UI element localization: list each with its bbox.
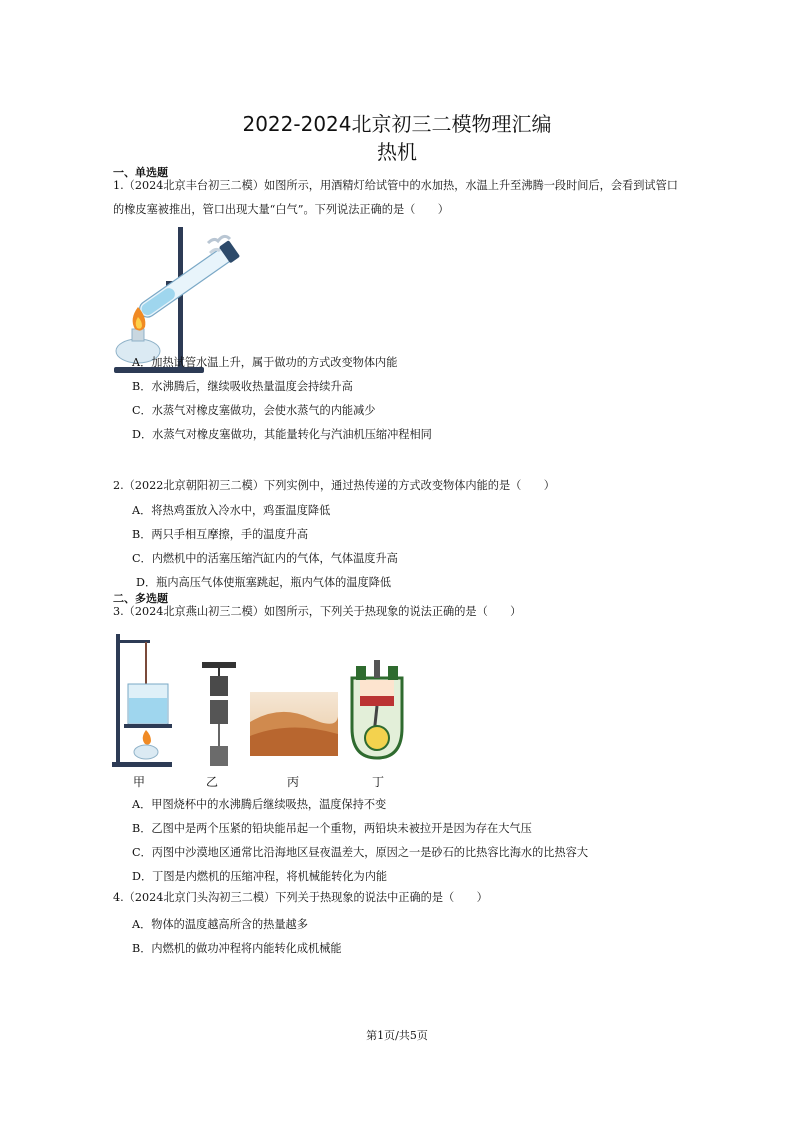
section-heading-multiple-choice: 二、多选题 (113, 592, 168, 605)
question-2-stem: 2.（2022北京朝阳初三二模）下列实例中，通过热传递的方式改变物体内能的是（ ） (113, 479, 555, 492)
figure-caption-jia: 甲 (133, 775, 146, 789)
question-3-option-c: C．丙图中沙漠地区通常比沿海地区昼夜温差大，原因之一是砂石的比热容比海水的比热容大 (132, 846, 589, 859)
question-2-option-d: D．瓶内高压气体使瓶塞跳起，瓶内气体的温度降低 (136, 576, 392, 589)
page-title: 2022-2024北京初三二模物理汇编 (242, 112, 552, 136)
question-3-option-b: B．乙图中是两个压紧的铅块能吊起一个重物，两铅块未被拉开是因为存在大气压 (132, 822, 532, 835)
figure-caption-ding: 丁 (372, 775, 385, 789)
question-3-option-a: A．甲图烧杯中的水沸腾后继续吸热，温度保持不变 (132, 798, 387, 811)
question-4-stem: 4.（2024北京门头沟初三二模）下列关于热现象的说法中正确的是（ ） (113, 891, 488, 904)
question-3-stem: 3.（2024北京燕山初三二模）如图所示，下列关于热现象的说法正确的是（ ） (113, 605, 522, 618)
question-2-option-a: A．将热鸡蛋放入冷水中，鸡蛋温度降低 (132, 504, 331, 517)
question-4-option-a: A．物体的温度越高所含的热量越多 (132, 918, 308, 931)
question-1-option-b: B．水沸腾后，继续吸收热量温度会持续升高 (132, 380, 353, 393)
page-number: 第1页/共5页 (366, 1029, 428, 1042)
figure-q1-test-tube-heating (112, 225, 242, 375)
figure-ding-engine-stroke (346, 658, 408, 762)
question-2-option-b: B．两只手相互摩擦，手的温度升高 (132, 528, 309, 541)
figure-bing-desert (250, 692, 338, 756)
page-subtitle: 热机 (377, 140, 417, 164)
figure-caption-bing: 丙 (287, 775, 300, 789)
figure-yi-lead-blocks (200, 660, 240, 770)
question-1-stem: 1.（2024北京丰台初三二模）如图所示，用酒精灯给试管中的水加热，水温上升至沸腾一段时间后，会看到试管口的橡皮塞被推出，管口出现大量“白气”。下列说法正确的是（ ） (113, 179, 678, 216)
question-1-option-a: A．加热试管水温上升，属于做功的方式改变物体内能 (132, 356, 398, 369)
question-4-option-b: B．内燃机的做功冲程将内能转化成机械能 (132, 942, 342, 955)
figure-jia-boiling-beaker (110, 630, 180, 770)
figure-caption-yi: 乙 (206, 775, 219, 789)
question-2-option-c: C．内燃机中的活塞压缩汽缸内的气体，气体温度升高 (132, 552, 398, 565)
question-1-option-c: C．水蒸气对橡皮塞做功，会使水蒸气的内能减少 (132, 404, 376, 417)
question-1-option-d: D．水蒸气对橡皮塞做功，其能量转化与汽油机压缩冲程相同 (132, 428, 432, 441)
section-heading-single-choice: 一、单选题 (113, 166, 168, 179)
question-3-option-d: D．丁图是内燃机的压缩冲程，将机械能转化为内能 (132, 870, 388, 883)
